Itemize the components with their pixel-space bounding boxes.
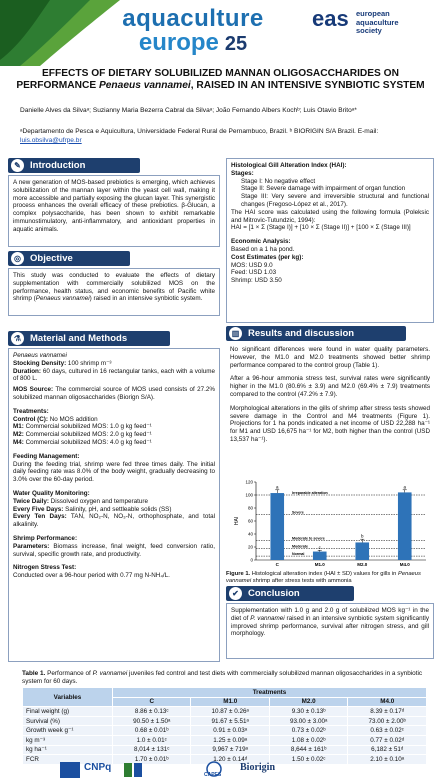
species: Penaeus vannamei	[13, 352, 67, 359]
table-row	[23, 726, 427, 736]
band-label: Severe	[292, 510, 304, 515]
duration-value: 60 days, cultured in 16 rectangular tanks, each with a volume of 800 L.	[13, 367, 215, 383]
y-tick-label: 120	[245, 479, 253, 485]
aquaculture-europe-logo	[108, 6, 278, 61]
table-cell: 93.00 ± 3.00ᵃ	[269, 716, 347, 726]
chat-icon: ✎	[11, 159, 24, 172]
stocking-value: 100 shrimp m⁻³	[66, 359, 112, 367]
objective-title: Objective	[30, 253, 73, 264]
conclusion-title: Conclusion	[248, 588, 300, 599]
table-cell: 8.39 ± 0.17ᵈ	[348, 707, 427, 717]
bar-m10	[313, 552, 327, 560]
results-title: Results and discussion	[248, 328, 355, 339]
water-quality-title: Water Quality Monitoring:	[13, 489, 90, 497]
table-cell: 9.30 ± 0.13ᵇ	[269, 707, 347, 717]
treat-m2-value: Commercial solubilized MOS: 2.0 g kg feed⁻¹	[23, 431, 152, 439]
bar-c	[270, 493, 284, 560]
introduction-header	[8, 158, 140, 173]
x-tick-label: M1.0	[314, 562, 325, 567]
treat-m1-label: M1:	[13, 423, 24, 431]
band-label: Normal	[292, 552, 305, 557]
authors: Danielle Alves da Silvaᵃ; Suzianny Maria Bezerra Cabral da Silvaᵃ; João Fernando Albers Kochᵇ; Luis Otavio Britoᵃ*	[20, 107, 357, 114]
introduction-text: A new generation of MOS-based prebiotics is emerging, which achieves solubilization of the mannan layer within the yeast cell wall, making it more accessible and partially exposing the glucan layer. This synergistic process enhances the overall efficacy of these prebiotics. β-Glucan, a complex polysaccharide, has been shown to exhibit remarkable immunostimulatory, anti-inflammatory, and antioxidant properties in aquatic animals.	[13, 179, 215, 233]
y-axis-label: HAI	[234, 516, 240, 526]
mos-label: MOS Source:	[13, 386, 54, 394]
bar-m20	[355, 542, 369, 560]
parameters-value: Biomass increase, final weight, feed conversion ratio, survival, specific growth rate, and productivity.	[13, 542, 215, 558]
table-header-treatments: Treatments	[113, 688, 427, 698]
nitrogen-test-text: Conducted over a 96-hour period with 0.77 mg N-NH₄/L.	[13, 572, 170, 580]
y-tick-label: 0	[250, 557, 253, 563]
band-label: Moderate	[292, 544, 308, 549]
treat-m1-value: Commercial solubilized MOS: 1.0 g kg feed⁻¹	[23, 423, 152, 431]
table-cell: 0.68 ± 0.01ᵇ	[113, 726, 191, 736]
table-cell: 1.0 ± 0.01ᶜ	[113, 735, 191, 745]
table-cell: 0.91 ± 0.03ᵃ	[191, 726, 269, 736]
objective-text: This study was conducted to evaluate the effects of dietary supplementation with commercially solubilized MOS on the performance, health status, and economic benefits of Pacific white shrimp (Penaeus vannamei) raised in an intensive synbiotic system.	[13, 272, 215, 303]
row-label: Final weight (g)	[23, 707, 113, 717]
conclusion-box	[226, 603, 434, 659]
table-row	[23, 716, 427, 726]
treat-m4-label: M4:	[13, 438, 24, 446]
table-cell: 1.08 ± 0.02ᵇ	[269, 735, 347, 745]
table-row	[23, 745, 427, 755]
y-tick-label: 20	[247, 544, 253, 550]
results-p1: No significant differences were found in water quality parameters. However, the M1.0 and M2.0 treatments showed better shrimp performance compared to the control group (Table 1).	[230, 346, 430, 369]
cost-feed: Feed: USD 1.03	[231, 269, 277, 277]
x-tick-label: M4.0	[399, 562, 410, 567]
table-caption: Table 1. Performance of P. vannamei juveniles fed control and test diets with commercially solubilized mannan oligosaccharides in a synbiotic system for 60 days.	[22, 670, 423, 685]
y-tick-label: 60	[247, 518, 253, 524]
poster-title: EFFECTS OF DIETARY SOLUBILIZED MANNAN OLIGOSACCHARIDES ON PERFORMANCE Penaeus vannamei, RAISED IN AN INTENSIVE SYNBIOTIC SYSTEM	[16, 68, 425, 91]
wq-twice-label: Twice Daily:	[13, 497, 49, 505]
results-p2: After a 96-hour ammonia stress test, survival rates were significantly higher in the M1.0 (80.6% ± 3.9) and M2.0 (69.4% ± 7.9) treatments compared to the control (47.2% ± 7.9).	[230, 375, 430, 398]
stages-label: Stages:	[231, 169, 254, 177]
stage-1: Stage I: No negative effect	[241, 177, 316, 185]
eas-line1: european	[356, 9, 390, 18]
y-tick-label: 100	[245, 492, 253, 498]
table-cell: 0.63 ± 0.02ᶜ	[348, 726, 427, 736]
table-cell: 8.86 ± 0.13ᶜ	[113, 707, 191, 717]
parameters-label: Parameters:	[13, 542, 50, 550]
table-subheader-m10: M1.0	[191, 697, 269, 707]
logo-line2: europe	[138, 29, 219, 56]
email-link[interactable]: luis.obsilva@ufrpe.br	[20, 136, 82, 144]
results-p3: Morphological alterations in the gills of shrimp after stress tests showed severe damage in the Control and M4 treatments (Figure 1). Projections for 1 ha ponds indicated a net income of USD 22,288 ha⁻¹ for M1 and USD 16,675 ha⁻¹ for M2, both higher than the control (USD 13,537 ha⁻¹).	[230, 404, 430, 443]
wq-twice-value: Dissolved oxygen and temperature	[48, 497, 148, 505]
table-row	[23, 735, 427, 745]
conclusion-text: Supplementation with 1.0 g and 2.0 g of solubilized MOS kg⁻¹ in the diet of P. vannamei raised in an intensive synbiotic system significantly improved shrimp performance, survival after nitrogen stress, and gill morphology.	[231, 607, 429, 638]
table-row	[23, 707, 427, 717]
table-cell: 8,014 ± 131ᶜ	[113, 745, 191, 755]
mos-value: The commercial source of MOS used consists of 27.2% solubilized mannan oligosaccharides (Biorign S/A).	[13, 386, 215, 401]
significance-letter: a	[275, 484, 279, 490]
feeding-title: Feeding Management:	[13, 452, 80, 460]
stage-2: Stage II: Severe damage with impairment of organ function	[241, 185, 406, 193]
x-tick-label: C	[275, 562, 279, 567]
table-subheader-m20: M2.0	[269, 697, 347, 707]
eas-line3: society	[356, 26, 382, 35]
hai-title: Histological Gill Alteration Index (HAI):	[231, 162, 347, 169]
table-subheader-m40: M4.0	[348, 697, 427, 707]
significance-letter: c	[318, 544, 321, 550]
bar-m40	[398, 492, 412, 560]
logo-year: 25	[224, 33, 248, 55]
logo-line1: aquaculture	[122, 5, 264, 32]
wq-ten-value: TAN, NO₂-N, NO₃-N, orthophosphate, and total alkalinity.	[13, 513, 215, 529]
introduction-box	[8, 175, 220, 247]
row-label: Growth week g⁻¹	[23, 726, 113, 736]
table-cell: 1.25 ± 0.09ᵃ	[191, 735, 269, 745]
formula-intro: The HAI score was calculated using the following formula (Poleksic and Mitrovic-Tutundzic, 1994):	[231, 208, 429, 224]
table-cell: 1.50 ± 0.02ᶜ	[269, 755, 347, 765]
row-label: kg m⁻³	[23, 735, 113, 745]
x-tick-label: M2.0	[357, 562, 368, 567]
poster-header	[0, 0, 441, 66]
cnpq-logo: CNPq	[84, 762, 112, 773]
results-header	[226, 326, 406, 341]
footer-logos	[0, 757, 441, 784]
eas-mark: eas	[312, 6, 349, 31]
table-cell: 0.73 ± 0.02ᵇ	[269, 726, 347, 736]
table-cell: 90.50 ± 1.50ᵃ	[113, 716, 191, 726]
table-cell: 1.20 ± 0.14ᵈ	[191, 755, 269, 765]
significance-letter: a	[403, 484, 407, 490]
table-subheader-c: C	[113, 697, 191, 707]
table-cell: 8,644 ± 161ᵇ	[269, 745, 347, 755]
table-cell: 10.87 ± 0.26ᵃ	[191, 707, 269, 717]
nitrogen-test-title: Nitrogen Stress Test:	[13, 564, 77, 572]
table-header-variables: Variables	[23, 688, 113, 707]
check-icon: ✔	[229, 587, 242, 600]
row-label: Survival (%)	[23, 716, 113, 726]
objective-box	[8, 268, 220, 316]
stage-3: Stage III: Very severe and irreversible structural and functional changes (Fregoso-López et al., 2017).	[241, 193, 429, 208]
row-label: FCR	[23, 755, 113, 765]
table-cell: 2.10 ± 0.10ᵃ	[348, 755, 427, 765]
y-tick-label: 80	[247, 505, 253, 511]
table-cell: 9,967 ± 719ᵃ	[191, 745, 269, 755]
capes-logo: CAPES	[204, 772, 222, 778]
objective-header	[8, 251, 130, 266]
cost-mos: MOS: USD 9.0	[231, 261, 273, 269]
wq-five-value: Salinity, pH, and settleable solids (SS)	[63, 505, 172, 513]
row-label: kg ha⁻¹	[23, 745, 113, 755]
performance-title: Shrimp Performance:	[13, 534, 78, 542]
economic-title: Economic Analysis:	[231, 238, 291, 246]
wq-ten-label: Every Ten Days:	[13, 513, 67, 521]
eas-line2: aquaculture	[356, 17, 399, 27]
flask-icon: ⚗	[11, 332, 24, 345]
treat-c-label: Control (C):	[13, 415, 48, 423]
table-cell: 73.00 ± 2.00ᵇ	[348, 716, 427, 726]
chart-icon: ▥	[229, 327, 242, 340]
biorigin-logo: Biorigin	[240, 762, 276, 773]
economic-basis: Based on a 1 ha pond.	[231, 245, 295, 253]
figure-caption: Figure 1. Histological alteration index (HAI ± SD) values for gills in Penaeus vannamei shrimp after stress tests with ammonia	[226, 571, 421, 584]
affiliation	[20, 128, 430, 145]
performance-table	[22, 687, 427, 765]
stocking-label: Stocking Density:	[13, 359, 67, 367]
cost-shrimp: Shrimp: USD 3.50	[231, 277, 282, 285]
hai-bar-chart	[226, 476, 434, 570]
treat-m4-value: Commercial solubilized MOS: 4.0 g kg feed⁻¹	[23, 438, 152, 446]
conclusion-header	[226, 586, 354, 601]
table-cell: 91.67 ± 5.51ᵃ	[191, 716, 269, 726]
feeding-text: During the feeding trial, shrimp were fed three times daily. The initial daily feeding rate was 8.0% of the body weight, gradually decreasing to 3.0% over the 60-day period.	[13, 460, 215, 484]
table-cell: 1.70 ± 0.01ᵇ	[113, 755, 191, 765]
treat-m2-label: M2:	[13, 431, 24, 439]
methods-title: Material and Methods	[30, 333, 128, 344]
hai-formula: HAI = [1 × Σ (Stage I)] + [10 × Σ (Stage II)] + [100 × Σ (Stage III)]	[231, 224, 411, 232]
table-cell: 6,182 ± 51ᵈ	[348, 745, 427, 755]
wq-five-label: Every Five Days:	[13, 505, 64, 513]
target-icon: ◎	[11, 252, 24, 265]
band-label: Moderate to severe	[292, 536, 325, 541]
duration-label: Duration:	[13, 367, 41, 375]
y-tick-label: 40	[247, 531, 253, 537]
methods-header	[8, 331, 170, 346]
cost-title: Cost Estimates (per kg):	[231, 253, 304, 261]
introduction-title: Introduction	[30, 160, 86, 171]
hai-box	[226, 158, 434, 323]
significance-letter: b	[360, 533, 364, 539]
treat-c-value: No MOS addition	[47, 415, 98, 423]
methods-box	[8, 348, 220, 662]
treatments-title: Treatments:	[13, 407, 49, 415]
band-label: Irreparable alteration	[292, 491, 328, 495]
affiliation-text: ᵃDepartamento de Pesca e Aquicultura, Universidade Federal Rural de Pernambuco, Brazil. ᵇ BIORIGIN S/A Brazil. E-mail:	[20, 128, 379, 135]
eas-logo	[312, 8, 422, 60]
table-cell: 0.77 ± 0.02ᵈ	[348, 735, 427, 745]
